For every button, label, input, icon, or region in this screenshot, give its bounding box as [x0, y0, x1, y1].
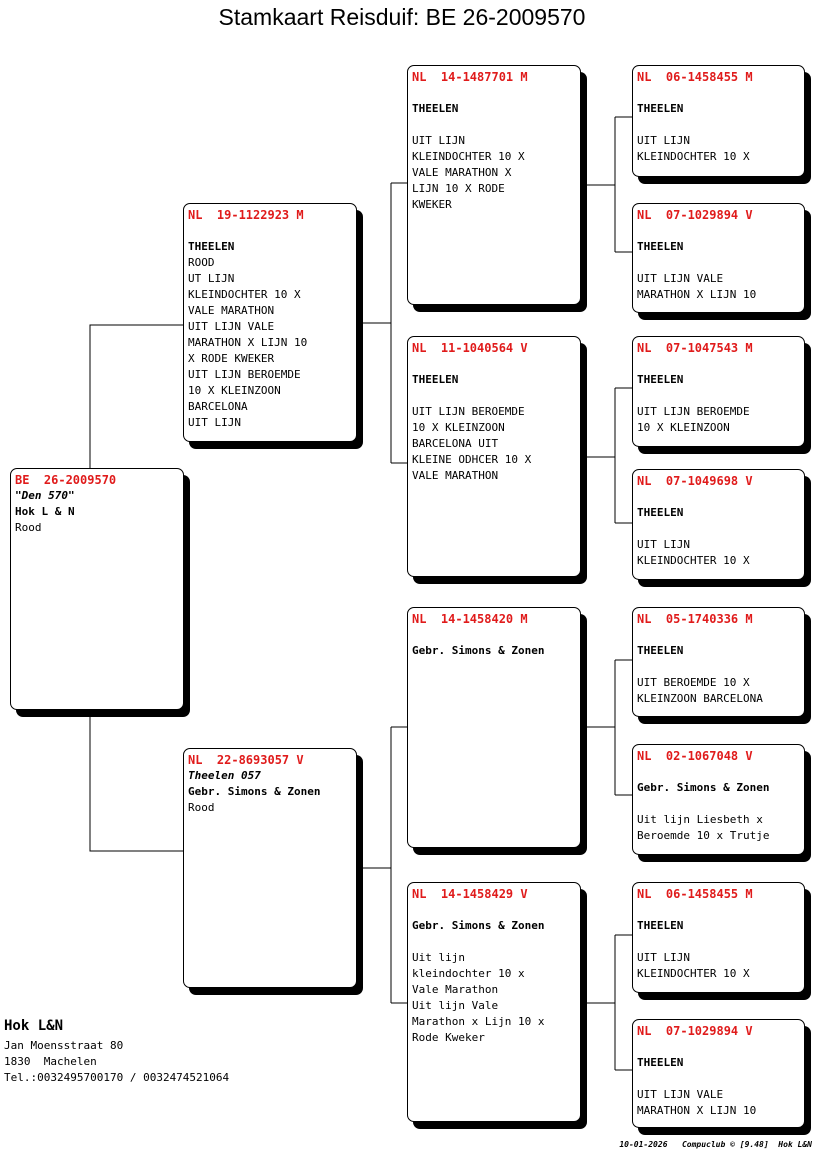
card-mother-father[interactable] [407, 607, 581, 848]
card-ggp-mmf[interactable] [632, 882, 805, 993]
info-line: Marathon x Lijn 10 x [412, 1015, 545, 1028]
ring-number: NL 07-1029894 V [637, 1024, 753, 1038]
owner: THEELEN [637, 1056, 684, 1069]
info-line: UIT LIJN [188, 416, 241, 429]
owner: THEELEN [637, 919, 684, 932]
owner: THEELEN [637, 644, 684, 657]
info-line: UIT LIJN [637, 134, 690, 147]
ring-number: NL 14-1458429 V [412, 887, 528, 901]
card-father[interactable] [183, 203, 357, 442]
info-line: KLEINDOCHTER 10 X [188, 288, 301, 301]
info-line: Uit lijn [412, 951, 465, 964]
info-line: VALE MARATHON X [412, 166, 512, 179]
card-ggp-mff[interactable] [632, 607, 805, 717]
info-line: UIT LIJN BEROEMDE [188, 368, 301, 381]
ring-number: NL 07-1029894 V [637, 208, 753, 222]
info-line: KLEINDOCHTER 10 X [637, 554, 750, 567]
breeder-phone: Tel.:0032495700170 / 0032474521064 [4, 1071, 230, 1084]
info-line: 10 X KLEINZOON [412, 421, 505, 434]
info-line: UIT LIJN [412, 134, 465, 147]
info-line: X RODE KWEKER [188, 352, 275, 365]
ring-number: NL 02-1067048 V [637, 749, 753, 763]
card-subject[interactable] [10, 468, 184, 710]
info-line: KLEINDOCHTER 10 X [412, 150, 525, 163]
info-line: ROOD [188, 256, 215, 269]
ring-number: NL 05-1740336 M [637, 612, 753, 626]
info-line: KLEINZOON BARCELONA [637, 692, 763, 705]
info-line: VALE MARATHON [188, 304, 275, 317]
card-mother[interactable] [183, 748, 357, 988]
ring-number: NL 06-1458455 M [637, 70, 753, 84]
pigeon-name: Theelen 057 [188, 769, 261, 782]
owner: Gebr. Simons & Zonen [412, 644, 545, 657]
breeder-address: Jan Moensstraat 80 [4, 1039, 124, 1052]
info-line: Beroemde 10 x Trutje [637, 829, 770, 842]
info-line: UT LIJN [188, 272, 235, 285]
ring-number: NL 11-1040564 V [412, 341, 528, 355]
info-line: BARCELONA UIT [412, 437, 499, 450]
info-line: KLEINE ODHCER 10 X [412, 453, 532, 466]
ring-number: NL 07-1049698 V [637, 474, 753, 488]
ring-number: NL 14-1458420 M [412, 612, 528, 626]
info-line: LIJN 10 X RODE [412, 182, 505, 195]
owner: THEELEN [637, 102, 684, 115]
breeder-info [4, 1018, 229, 1086]
ring-number: NL 06-1458455 M [637, 887, 753, 901]
ring-number: NL 07-1047543 M [637, 341, 753, 355]
ring-number: NL 22-8693057 V [188, 753, 304, 767]
info-line: 10 X KLEINZOON [188, 384, 281, 397]
info-line: UIT LIJN BEROEMDE [412, 405, 525, 418]
info-line: MARATHON X LIJN 10 [188, 336, 308, 349]
info-line: UIT LIJN [637, 951, 690, 964]
info-line: KWEKER [412, 198, 452, 211]
info-line: VALE MARATHON [412, 469, 499, 482]
breeder-city: 1830 Machelen [4, 1055, 97, 1068]
info-line: UIT LIJN [637, 538, 690, 551]
owner: THEELEN [412, 102, 459, 115]
owner: Gebr. Simons & Zonen [637, 781, 770, 794]
info-line: BARCELONA [188, 400, 248, 413]
card-ggp-ffm[interactable] [632, 203, 805, 313]
card-ggp-fmm[interactable] [632, 469, 805, 580]
info-line: kleindochter 10 x [412, 967, 525, 980]
card-father-mother[interactable] [407, 336, 581, 577]
info-line: Rood [15, 521, 42, 534]
card-father-father[interactable] [407, 65, 581, 305]
ring-number: NL 14-1487701 M [412, 70, 528, 84]
info-line: UIT BEROEMDE 10 X [637, 676, 750, 689]
info-line: KLEINDOCHTER 10 X [637, 150, 750, 163]
breeder-name: Hok L&N [4, 1018, 64, 1034]
footer-credit: 10-01-2026 Compuclub © [9.48] Hok L&N [619, 1140, 812, 1149]
owner: Gebr. Simons & Zonen [412, 919, 545, 932]
info-line: UIT LIJN VALE [188, 320, 275, 333]
card-ggp-fff[interactable] [632, 65, 805, 177]
info-line: KLEINDOCHTER 10 X [637, 967, 750, 980]
info-line: Uit lijn Vale [412, 999, 499, 1012]
info-line: 10 X KLEINZOON [637, 421, 730, 434]
owner: THEELEN [637, 240, 684, 253]
info-line: UIT LIJN VALE [637, 1088, 724, 1101]
info-line: MARATHON X LIJN 10 [637, 1104, 757, 1117]
info-line: UIT LIJN VALE [637, 272, 724, 285]
ring-number: NL 19-1122923 M [188, 208, 304, 222]
page-title: Stamkaart Reisduif: BE 26-2009570 [218, 4, 586, 30]
owner: THEELEN [637, 373, 684, 386]
info-line: UIT LIJN BEROEMDE [637, 405, 750, 418]
pigeon-name: "Den 570" [15, 489, 75, 502]
info-line: Rode Kweker [412, 1031, 485, 1044]
info-line: Uit lijn Liesbeth x [637, 813, 763, 826]
card-ggp-mmm[interactable] [632, 1019, 805, 1128]
card-mother-mother[interactable] [407, 882, 581, 1122]
owner: THEELEN [637, 506, 684, 519]
owner: THEELEN [188, 240, 235, 253]
info-line: Vale Marathon [412, 983, 499, 996]
ring-number: BE 26-2009570 [15, 473, 117, 487]
card-ggp-mfm[interactable] [632, 744, 805, 855]
owner: Hok L & N [15, 505, 75, 518]
info-line: Rood [188, 801, 215, 814]
card-ggp-fmf[interactable] [632, 336, 805, 447]
owner: THEELEN [412, 373, 459, 386]
info-line: MARATHON X LIJN 10 [637, 288, 757, 301]
owner: Gebr. Simons & Zonen [188, 785, 321, 798]
